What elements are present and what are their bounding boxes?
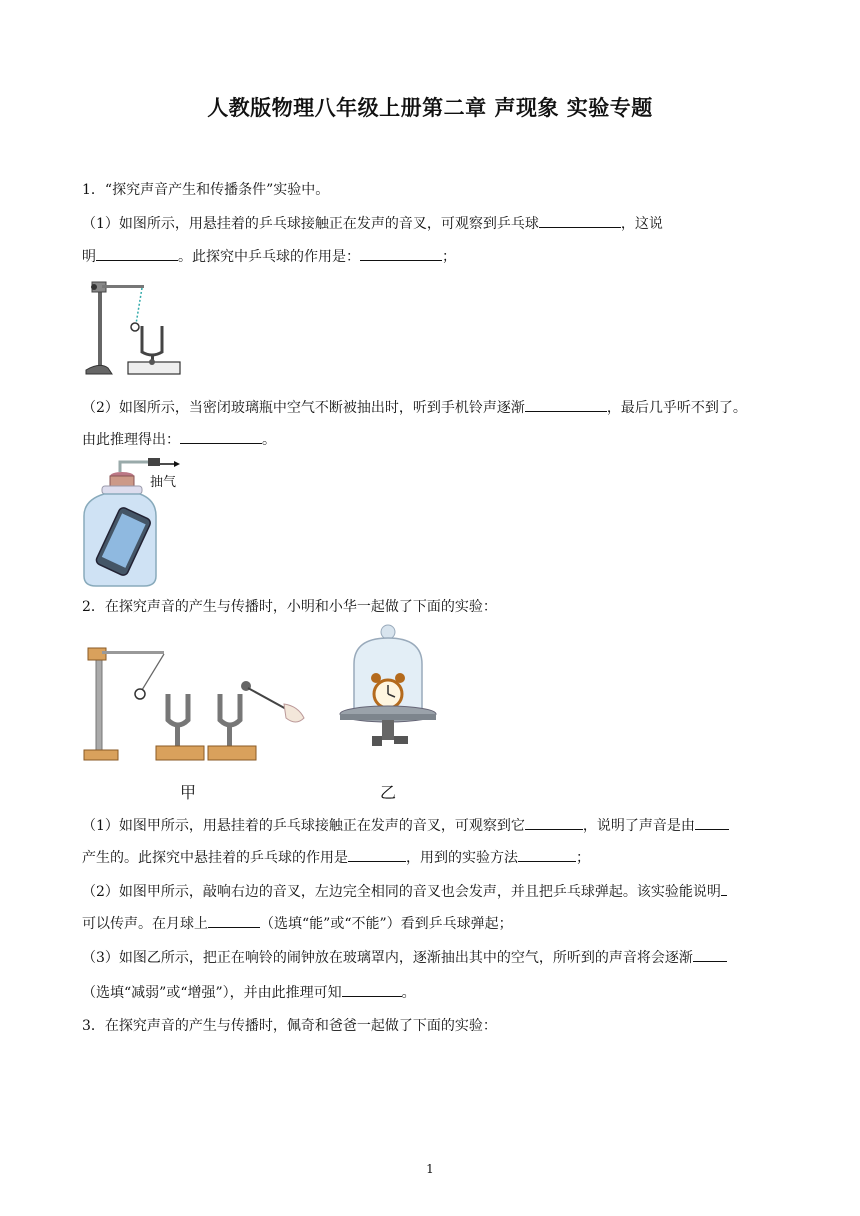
q3-stem: 3．在探究声音的产生与传播时，佩奇和爸爸一起做了下面的实验： [82,1018,497,1034]
q1-part1-line1 [82,213,663,233]
q1-p2-text-a: （2）如图所示，当密闭玻璃瓶中空气不断被抽出时，听到手机铃声逐渐 [82,400,525,416]
answer-blank[interactable] [525,397,607,412]
q1-part2-line1 [82,397,747,417]
q2-s2-text-b: 可以传声。在月球上 [82,916,208,932]
answer-blank[interactable] [693,947,727,962]
q2-stem: 2．在探究声音的产生与传播时，小明和小华一起做了下面的实验： [82,599,497,615]
q2-sub1-line1 [82,815,729,835]
q2-s1-text-e: ； [576,850,590,866]
q2-sub3-line1 [82,947,727,967]
q2-s1-text-b: ，说明了声音是由 [582,818,695,834]
page-title: 人教版物理八年级上册第二章 声现象 实验专题 [207,96,653,120]
answer-blank[interactable] [96,246,178,261]
figure-jia-tuning-forks [82,642,308,764]
q2-s1-text-d: ，用到的实验方法 [406,850,518,866]
q2-s1-text-c: 产生的。此探究中悬挂着的乒乓球的作用是 [82,850,348,866]
answer-blank[interactable] [360,246,442,261]
q2-s1-text-a: （1）如图甲所示，用悬挂着的乒乓球接触正在发声的音叉，可观察到它 [82,818,525,834]
figure-yi-bell-jar [336,624,446,754]
answer-blank[interactable] [348,847,406,862]
caption-jia: 甲 [180,783,197,802]
q2-s3-text-c: 。 [401,985,416,1001]
answer-blank[interactable] [180,429,262,444]
q2-sub2-line1 [82,881,727,901]
answer-blank[interactable] [695,815,729,830]
q2-sub1-line2 [82,847,590,867]
tuning-fork-stand-figure [82,278,182,380]
q2-s3-text-b: （选填“减弱”或“增强”），并由此推理可知 [82,985,342,1001]
q1-p1-text-b: ，这说 [620,216,663,232]
answer-blank[interactable] [342,982,402,997]
q1-part2-line2 [82,429,276,449]
q1-p2-text-b: ，最后几乎听不到了。 [606,400,747,416]
answer-blank[interactable] [525,815,583,830]
q1-part1-line2 [82,246,456,266]
q1-p2-text-c: 由此推理得出： [82,432,180,448]
q2-s2-text-a: （2）如图甲所示，敲响右边的音叉，左边完全相同的音叉也会发声，并且把乒乓球弹起。该实验能说明 [82,884,721,900]
q1-p1-text-c: 明 [82,249,96,265]
answer-blank[interactable] [721,881,727,896]
page-number: 1 [426,1162,434,1176]
q2-sub2-line2 [82,913,513,933]
q2-s3-text-a: （3）如图乙所示，把正在响铃的闹钟放在玻璃罩内，逐渐抽出其中的空气，所听到的声音将会逐渐 [82,950,693,966]
answer-blank[interactable] [518,847,576,862]
q2-s2-text-c: （选填“能”或“不能”）看到乒乓球弹起； [260,916,513,932]
answer-blank[interactable] [208,913,260,928]
q1-stem: 1．“探究声音产生和传播条件”实验中。 [82,182,330,198]
pump-label: 抽气 [150,475,177,490]
q1-p2-text-d: 。 [262,432,276,448]
caption-yi: 乙 [380,783,397,802]
q1-p1-text-d: 。此探究中乒乓球的作用是： [178,249,360,265]
q2-sub3-line2 [82,982,416,1002]
answer-blank[interactable] [539,213,621,228]
q1-p1-text-e: ； [442,249,456,265]
glass-jar-phone-figure [82,454,192,588]
q1-p1-text-a: （1）如图所示，用悬挂着的乒乓球接触正在发声的音叉，可观察到乒乓球 [82,216,539,232]
